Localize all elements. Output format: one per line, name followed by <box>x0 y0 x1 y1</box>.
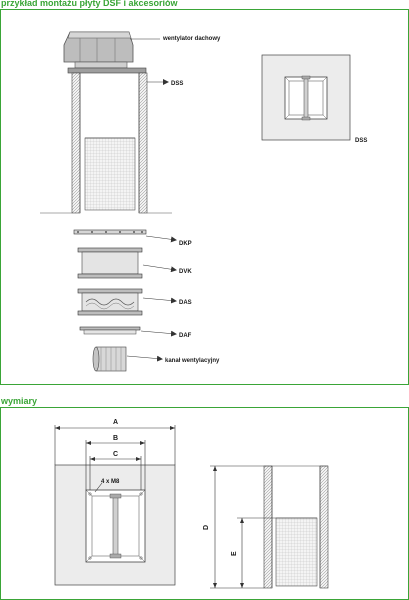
dimension-a: A <box>113 419 119 426</box>
dss-top-view <box>262 55 350 140</box>
label-dkp: DKP <box>179 241 192 247</box>
bolt-spec: 4 x M8 <box>101 479 120 485</box>
label-daf: DAF <box>179 333 192 339</box>
roof-curb-section <box>40 73 172 213</box>
roof-fan-drawing <box>64 32 146 73</box>
duct-drawing <box>93 347 126 371</box>
label-das: DAS <box>179 300 192 306</box>
section-heading-dimensions: wymiary <box>1 396 38 406</box>
label-dss-top: DSS <box>355 138 368 144</box>
daf-drawing <box>80 327 140 334</box>
dimension-d: D <box>203 524 210 530</box>
dimension-e: E <box>231 551 238 556</box>
label-dss-side: DSS <box>171 81 184 87</box>
curb-side-section <box>264 466 328 588</box>
dvk-drawing <box>78 248 142 278</box>
label-dvk: DVK <box>179 269 192 275</box>
dimension-c: C <box>113 451 119 458</box>
section-heading-example: przykład montażu płyty DSF i akcesoriów <box>1 0 178 8</box>
dkp-drawing <box>74 230 146 234</box>
label-roof-fan: wentylator dachowy <box>163 36 221 42</box>
label-duct: kanał wentylacyjny <box>165 358 220 364</box>
dimension-b: B <box>113 435 119 442</box>
das-drawing <box>78 289 142 315</box>
